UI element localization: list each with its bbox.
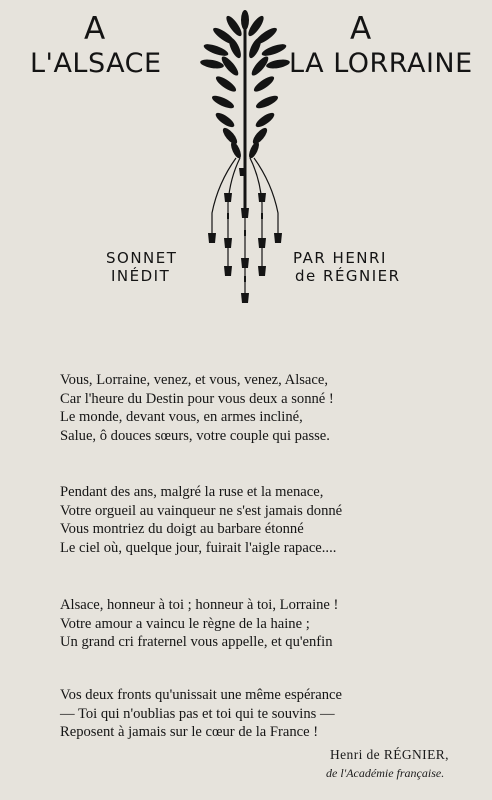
- poem-line: Votre amour a vaincu le règne de la haine ;: [60, 615, 310, 632]
- stanza-3: [60, 596, 338, 652]
- left-title-alsace: L'ALSACE: [30, 48, 162, 79]
- subtitle-sonnet: SONNET: [106, 249, 178, 267]
- stanza-4: [60, 686, 342, 742]
- poem-line: Pendant des ans, malgré la ruse et la menace,: [60, 484, 324, 500]
- poem-line: Un grand cri fraternel vous appelle, et qu'enfin: [60, 634, 333, 651]
- right-title-lorraine: LA LORRAINE: [289, 48, 473, 79]
- poem-line: Alsace, honneur à toi ; honneur à toi, Lorraine !: [60, 597, 339, 613]
- signature-name: Henri de RÉGNIER,: [330, 747, 449, 762]
- subtitle-par-henri: PAR HENRI: [293, 249, 387, 267]
- poem-line: Vos deux fronts qu'unissait une même espérance: [60, 687, 343, 703]
- poem-line: Vous, Lorraine, venez, et vous, venez, Alsace,: [60, 372, 329, 388]
- poem-line: Le ciel où, quelque jour, fuirait l'aigle rapace....: [60, 539, 337, 556]
- poem-line: Reposent à jamais sur le cœur de la France !: [60, 724, 319, 741]
- poem-line: — Toi qui n'oublias pas et toi qui te souvins —: [60, 705, 335, 722]
- left-title-a: A: [84, 11, 107, 47]
- right-title-a: A: [350, 11, 373, 47]
- subtitle-inedit: INÉDIT: [111, 267, 171, 285]
- signature-affiliation: de l'Académie française.: [326, 766, 445, 780]
- poem-line: Le monde, devant vous, en armes incliné,: [60, 409, 303, 426]
- poem-line: Salue, ô douces sœurs, votre couple qui passe.: [60, 427, 330, 444]
- stanza-1: [60, 371, 334, 445]
- poem-line: Votre orgueil au vainqueur ne s'est jamais donné: [60, 502, 343, 519]
- poem-line: Car l'heure du Destin pour vous deux a sonné !: [60, 390, 334, 407]
- poem-line: Vous montriez du doigt au barbare étonné: [60, 521, 304, 538]
- subtitle-author: de RÉGNIER: [295, 267, 401, 285]
- stanza-2: [60, 483, 342, 557]
- fern-ornament-icon: [190, 8, 300, 318]
